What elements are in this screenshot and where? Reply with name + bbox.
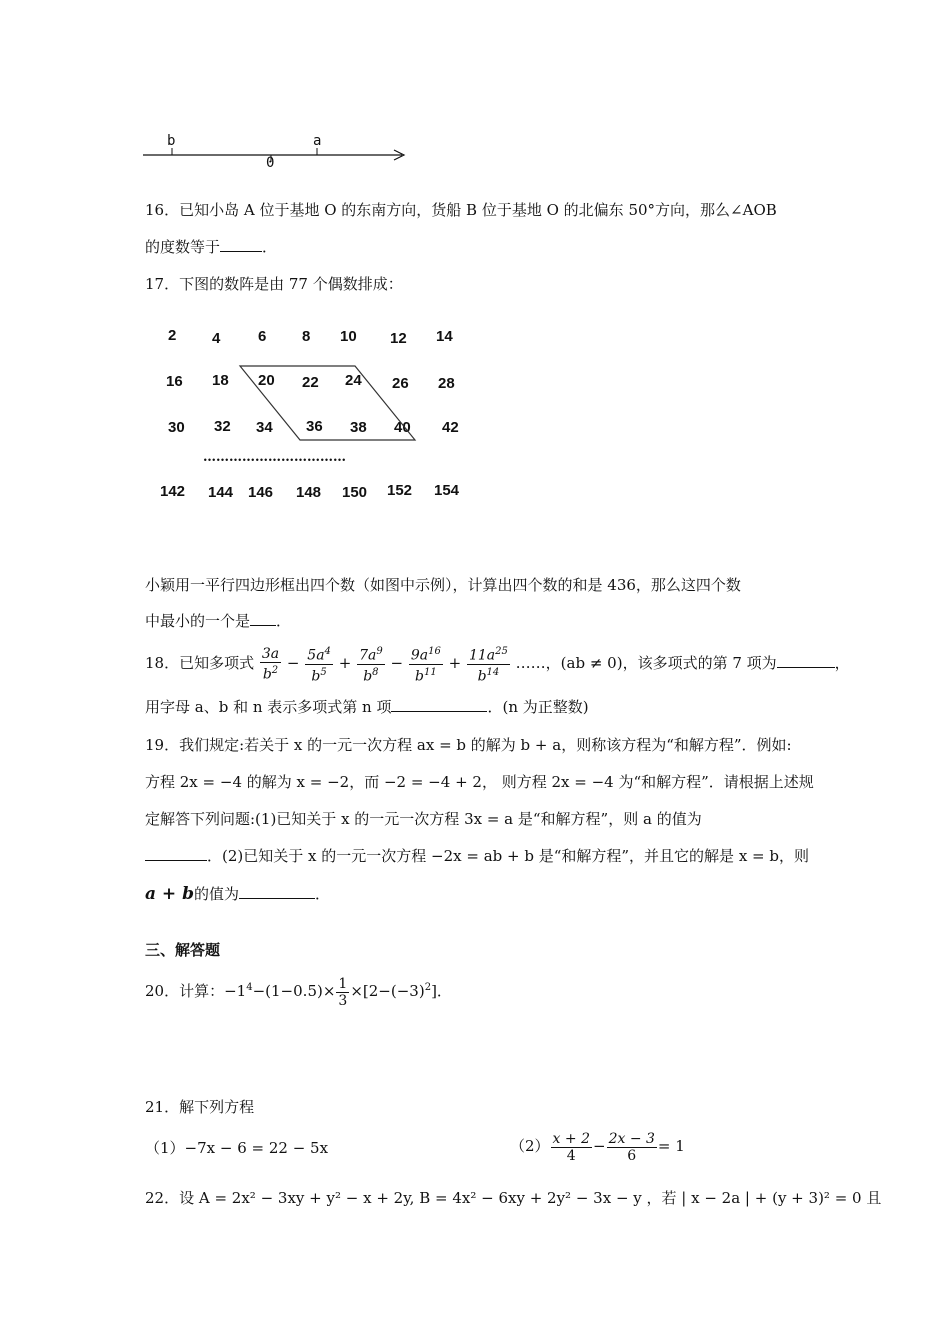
q20-exp-c: 2 <box>424 982 432 993</box>
grid-cell: 32 <box>214 418 231 435</box>
grid-cell: 6 <box>258 328 267 345</box>
number-line-label-a: a <box>313 133 322 149</box>
q19-line4 <box>145 846 809 866</box>
q17-text2 <box>145 611 291 631</box>
grid-cell: 10 <box>340 328 357 345</box>
q19-answer-blank-2 <box>239 884 315 899</box>
grid-cell: 42 <box>442 419 459 436</box>
q18-sign: + <box>448 654 462 673</box>
grid-cell: 38 <box>350 419 367 436</box>
grid-cell: 154 <box>434 482 460 499</box>
q19-line1: 19．我们规定:若关于 x 的一元一次方程 ax = b 的解为 b + a，则称该方程为“和解方程”．例如: <box>145 736 792 754</box>
q20-expr-a: −1 <box>224 982 247 1000</box>
grid-cell: 24 <box>345 372 362 389</box>
grid-cell: 28 <box>438 375 455 392</box>
q18-answer-blank-1 <box>777 653 835 668</box>
parallelogram-frame <box>0 0 950 520</box>
q17-prefix: 中最小的一个是 <box>145 612 251 630</box>
q19-line3: 定解答下列问题:(1)已知关于 x 的一元一次方程 3x = a 是“和解方程”，则 a 的值为 <box>145 810 702 828</box>
q21-part1: （1）−7x − 6 = 22 − 5x <box>145 1139 329 1157</box>
q17-answer-blank <box>250 611 276 626</box>
grid-cell: 2 <box>168 327 177 344</box>
grid-cell: 30 <box>168 419 185 436</box>
grid-cell: 8 <box>302 328 311 345</box>
grid-cell: 40 <box>394 419 411 436</box>
q20-expr-b: −(1−0.5)× <box>252 982 336 1000</box>
grid-cell: 34 <box>256 419 273 436</box>
q18-term-2: $\frac{5a^4}{b^5}$ <box>307 646 331 685</box>
grid-cell: 152 <box>387 482 413 499</box>
q19-line2: 方程 2x = −4 的解为 x = −2，而 −2 = −4 + 2， 则方程 2x = −4 为“和解方程”．请根据上述规 <box>145 773 814 791</box>
grid-cell: 26 <box>392 375 409 392</box>
q18-sign: + <box>338 654 352 673</box>
grid-cell: 20 <box>258 372 275 389</box>
q21-part2 <box>510 1128 685 1164</box>
q18-prefix: 18．已知多项式 <box>145 654 255 673</box>
grid-cell: 144 <box>208 484 234 501</box>
q21-p2-prefix: （2） <box>510 1137 550 1155</box>
q19-line5-text: 的值为 <box>193 885 239 903</box>
q17-suffix: ． <box>276 612 292 630</box>
q18-sign: − <box>286 654 300 673</box>
q20-exp-a: 4 <box>246 982 253 993</box>
q21-title: 21．解下列方程 <box>145 1098 255 1116</box>
q18-sign: − <box>390 654 404 673</box>
grid-cell: 18 <box>212 372 229 389</box>
grid-cell: 146 <box>248 484 274 501</box>
q22-line: 22．设 A = 2x² − 3xy + y² − x + 2y, B = 4x² − 6xy + 2y² − 3x − y ，若 | x − 2a | + (y + 3)² = 0 且 <box>145 1189 882 1207</box>
grid-ellipsis: …………………………… <box>203 450 346 465</box>
q18-line2 <box>145 697 589 717</box>
grid-cell: 14 <box>436 328 453 345</box>
q18-term-5: $\frac{11a^{25}}{b^{14}}$ <box>468 646 508 685</box>
grid-cell: 150 <box>342 484 368 501</box>
q21-rhs: = 1 <box>657 1137 685 1155</box>
q18-line1 <box>145 644 850 684</box>
grid-cell: 12 <box>390 330 407 347</box>
q18-term-1: $\frac{3a}{b^2}$ <box>261 645 280 683</box>
grid-cell: 16 <box>166 373 183 390</box>
grid-cell: 4 <box>212 330 221 347</box>
q18-term-4: $\frac{9a^{16}}{b^{11}}$ <box>410 646 441 685</box>
number-line-label-0: 0 <box>266 155 275 171</box>
q20-prefix: 20．计算： <box>145 982 225 1000</box>
grid-cell: 148 <box>296 484 322 501</box>
q19-answer-blank-1 <box>145 846 207 861</box>
q21-minus: − <box>592 1137 606 1155</box>
q21-fraction-2: $\frac{2x - 3}{6}$ <box>608 1130 655 1164</box>
q16-line1: 16．已知小岛 A 位于基地 O 的东南方向，货船 B 位于基地 O 的北偏东 50°方向，那么∠AOB <box>145 201 777 219</box>
grid-cell: 22 <box>302 374 319 391</box>
grid-cell: 142 <box>160 483 186 500</box>
q18-after-terms: ……，(ab ≠ 0)，该多项式的第 7 项为 <box>515 654 777 673</box>
q20-expr-d: ]． <box>431 982 452 1000</box>
number-line-label-b: b <box>167 133 176 149</box>
q21-fraction-1: $\frac{x + 2}{4}$ <box>552 1130 590 1164</box>
q18-answer-blank-2 <box>391 697 487 712</box>
q20-fraction: $\frac{1}{3}$ <box>338 975 348 1009</box>
q19-line5-suffix: ． <box>315 885 331 903</box>
section-3-title: 三、解答题 <box>145 941 221 959</box>
q20-expr-c: ×[2−(−3) <box>350 982 425 1000</box>
q16-suffix: ． <box>262 238 278 256</box>
q19-line4-text: ．(2)已知关于 x 的一元一次方程 −2x = ab + b 是“和解方程”，并且它的解是 x = b，则 <box>207 847 809 865</box>
q17-text1: 小颖用一平行四边形框出四个数（如图中示例），计算出四个数的和是 436，那么这四个数 <box>145 576 741 594</box>
q16-prefix: 的度数等于 <box>145 238 221 256</box>
q19-expr: a + b <box>145 884 194 904</box>
q18-line2-prefix: 用字母 a、b 和 n 表示多项式第 n 项 <box>145 698 392 716</box>
q18-term-3: $\frac{7a^9}{b^8}$ <box>359 646 383 685</box>
q17-intro: 17．下图的数阵是由 77 个偶数排成： <box>145 275 403 293</box>
q18-line2-suffix: ．(n 为正整数) <box>487 698 589 716</box>
q19-line5 <box>145 884 330 904</box>
q20-line <box>145 970 452 1009</box>
q18-comma: ， <box>834 654 850 673</box>
grid-cell: 36 <box>306 418 323 435</box>
